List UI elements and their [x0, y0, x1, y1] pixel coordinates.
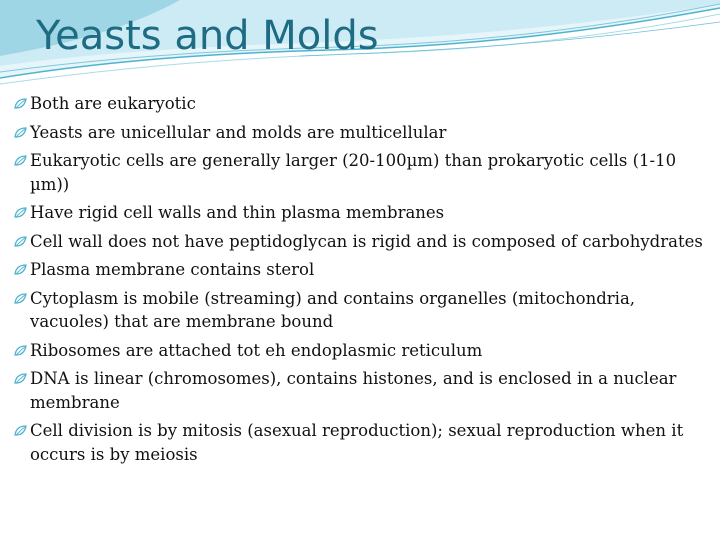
bullet-text: Both are eukaryotic [30, 94, 196, 113]
bullet-item [14, 419, 710, 466]
leaf-bullet-icon [14, 207, 27, 219]
bullet-item [14, 230, 710, 254]
leaf-bullet-icon [14, 236, 27, 248]
bullet-text: Have rigid cell walls and thin plasma membranes [30, 203, 445, 222]
leaf-bullet-icon [14, 293, 27, 305]
bullet-item [14, 121, 710, 145]
slide-title: Yeasts and Molds [36, 13, 379, 59]
bullet-text: Plasma membrane contains sterol [30, 260, 315, 279]
bullet-item [14, 92, 710, 116]
bullet-item [14, 258, 710, 282]
bullet-text: Cell division is by mitosis (asexual reproduction); sexual reproduction when it occurs is by meiosis [30, 421, 684, 464]
leaf-bullet-icon [14, 98, 27, 110]
bullet-text: DNA is linear (chromosomes), contains histones, and is enclosed in a nuclear membrane [30, 369, 677, 412]
bullet-text: Cytoplasm is mobile (streaming) and contains organelles (mitochondria, vacuoles) that are membrane bound [30, 288, 636, 331]
bullet-item [14, 339, 710, 363]
leaf-bullet-icon [14, 127, 27, 139]
leaf-bullet-icon [14, 425, 27, 437]
bullet-item [14, 201, 710, 225]
bullet-list [14, 92, 710, 471]
bullet-item [14, 149, 710, 196]
bullet-text: Ribosomes are attached tot eh endoplasmic reticulum [30, 340, 483, 360]
leaf-bullet-icon [14, 373, 27, 385]
bullet-item [14, 367, 710, 414]
leaf-bullet-icon [14, 264, 27, 276]
bullet-item [14, 287, 710, 334]
bullet-text: Cell wall does not have peptidoglycan is rigid and is composed of carbohydrates [30, 231, 703, 251]
leaf-bullet-icon [14, 155, 27, 167]
leaf-bullet-icon [14, 345, 27, 357]
bullet-text: Eukaryotic cells are generally larger (20-100µm) than prokaryotic cells (1-10 µm)) [30, 151, 677, 194]
bullet-text: Yeasts are unicellular and molds are multicellular [30, 122, 447, 142]
